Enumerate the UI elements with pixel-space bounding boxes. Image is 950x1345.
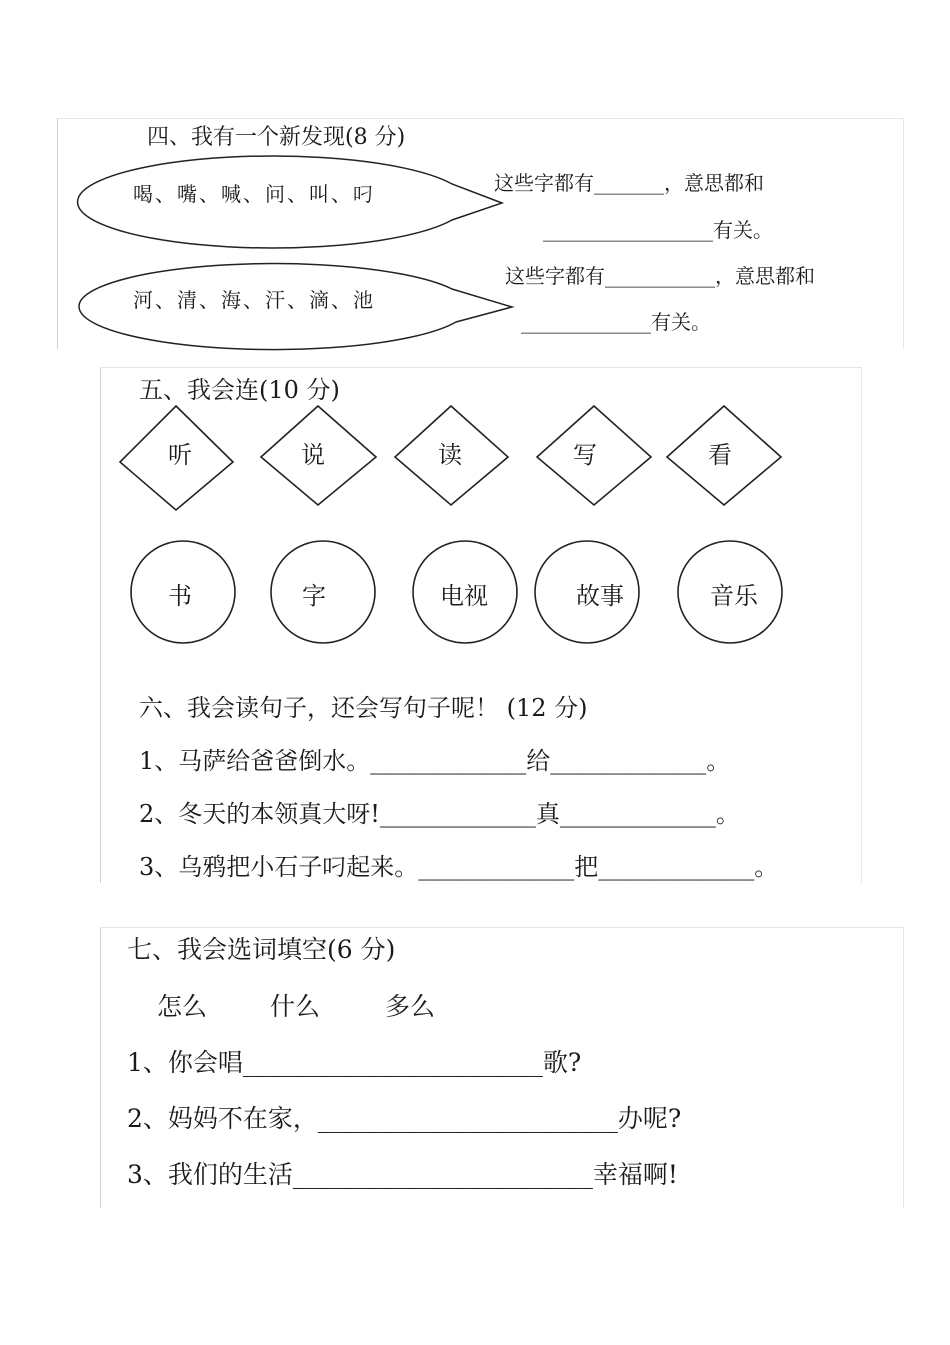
section4-line2a: 这些字都有___________，意思都和 (505, 264, 815, 288)
circle-label-1: 书 (168, 581, 192, 610)
word-option-3: 多么 (385, 992, 436, 1021)
section7-q1: 1、你会唱________________________歌? (127, 1048, 582, 1077)
diamond-label-5: 看 (708, 440, 732, 469)
section4-line2b: _____________有关。 (521, 310, 711, 334)
word-option-1: 怎么 (157, 992, 208, 1021)
section7-title: 七、我会选词填空(6 分) (127, 935, 396, 964)
section6-title: 六、我会读句子，还会写句子呢！ (12 分) (139, 694, 588, 722)
section7-q3: 3、我们的生活________________________幸福啊! (127, 1160, 678, 1189)
word-option-2: 什么 (270, 992, 321, 1021)
section6-q1: 1、马萨给爸爸倒水。_____________给_____________。 (139, 747, 731, 775)
diamond-label-4: 写 (573, 440, 597, 469)
circle-label-2: 字 (302, 581, 326, 610)
section6-q3: 3、乌鸦把小石子叼起来。_____________把_____________。 (139, 853, 779, 881)
section5-title: 五、我会连(10 分) (139, 376, 340, 404)
diamond-label-1: 听 (168, 440, 192, 469)
circle-label-4: 故事 (576, 581, 624, 610)
circle-label-5: 音乐 (710, 581, 758, 610)
diamond-label-2: 说 (301, 440, 325, 469)
circle-label-3: 电视 (440, 581, 488, 610)
bubble2-text: 河、清、海、汗、滴、池 (133, 288, 375, 312)
section4-line1b: _________________有关。 (543, 218, 773, 242)
section4-title: 四、我有一个新发现(8 分) (147, 125, 406, 150)
diamond-label-3: 读 (438, 440, 462, 469)
section6-q2: 2、冬天的本领真大呀!_____________真_____________。 (139, 800, 740, 828)
bubble1-text: 喝、嘴、喊、问、叫、叼 (133, 182, 375, 206)
section4-line1a: 这些字都有_______，意思都和 (494, 171, 764, 195)
section7-q2: 2、妈妈不在家，________________________办呢? (127, 1104, 682, 1133)
